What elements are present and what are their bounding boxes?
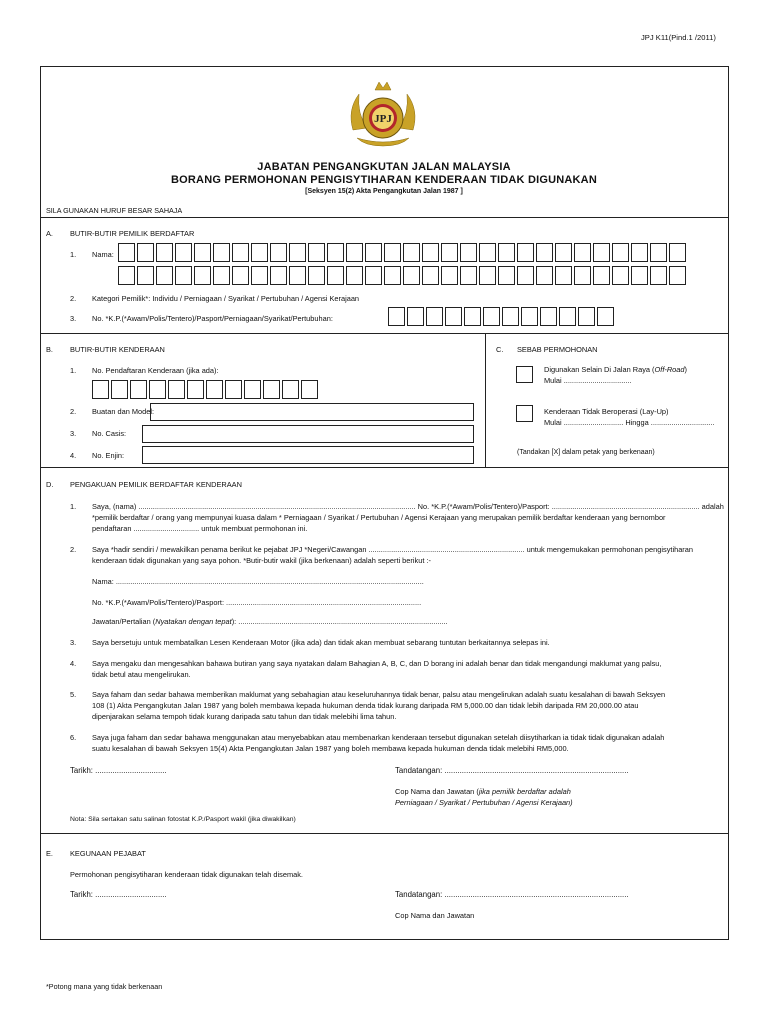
d4-number: 4. bbox=[70, 659, 77, 668]
form-title: BORANG PERMOHONAN PENGISYTIHARAN KENDERAAN TIDAK DIGUNAKAN bbox=[171, 174, 597, 186]
section-b-label: B. bbox=[46, 345, 53, 354]
d1-number: 1. bbox=[70, 502, 77, 511]
lay-up-label: Kenderaan Tidak Beroperasi (Lay-Up) bbox=[544, 407, 669, 416]
d4-line1: Saya mengaku dan mengesahkan bahawa butiran yang saya nyatakan dalam Bahagian A, B, C, dan D borang ini adalah benar dan tidak mengandungi maklumat yang palsu, bbox=[92, 659, 662, 668]
make-model-field[interactable] bbox=[150, 403, 474, 421]
section-e-title: KEGUNAAN PEJABAT bbox=[70, 849, 146, 858]
off-road-start-date: Mulai ................................. bbox=[544, 376, 632, 385]
divider bbox=[40, 217, 729, 218]
d6-number: 6. bbox=[70, 733, 77, 742]
office-date: Tarikh: ................................. bbox=[70, 890, 167, 899]
engine-field[interactable] bbox=[142, 446, 474, 464]
divider bbox=[485, 333, 486, 467]
d2-number: 2. bbox=[70, 545, 77, 554]
declaration-date: Tarikh: ................................. bbox=[70, 766, 167, 775]
section-a-title: BUTIR-BUTIR PEMILIK BERDAFTAR bbox=[70, 229, 195, 238]
d5-line2: 108 (1) Akta Pengangkutan Jalan 1987 yang boleh membawa kepada hukuman denda tidak kurang daripada RM 5,000.00 dan tidak lebih daripada RM 20,000.00 atau bbox=[92, 701, 639, 710]
declaration-stamp: Cop Nama dan Jawatan (jika pemilik berdaftar adalah bbox=[395, 787, 571, 796]
form-code: JPJ K11(Pind.1 /2011) bbox=[641, 33, 716, 42]
b3-number: 3. bbox=[70, 429, 77, 438]
registration-label: No. Pendaftaran Kenderaan (jika ada): bbox=[92, 366, 219, 375]
d1-line2: *pemilik berdaftar / orang yang mempunyai kuasa dalam * Perniagaan / Syarikat / Pertubuhan / Agensi Kerajaan yang merupakan pemilik berdaftar kenderaan yang bernombor bbox=[92, 513, 666, 522]
section-e-label: E. bbox=[46, 849, 53, 858]
off-road-label: Digunakan Selain Di Jalan Raya (Off-Road) bbox=[544, 365, 687, 374]
name-boxes-row1[interactable] bbox=[118, 243, 688, 262]
name-label: Nama: bbox=[92, 250, 114, 259]
a2-number: 2. bbox=[70, 294, 77, 303]
name-boxes-row2[interactable] bbox=[118, 266, 688, 285]
divider bbox=[40, 833, 729, 834]
off-road-checkbox[interactable] bbox=[516, 366, 533, 383]
divider bbox=[40, 467, 729, 468]
engine-label: No. Enjin: bbox=[92, 451, 125, 460]
office-signature: Tandatangan: ..................................................................................... bbox=[395, 890, 629, 899]
section-d-label: D. bbox=[46, 480, 54, 489]
id-number-boxes[interactable] bbox=[388, 307, 616, 326]
b4-number: 4. bbox=[70, 451, 77, 460]
footnote: *Potong mana yang tidak berkenaan bbox=[46, 982, 163, 991]
act-reference: [Seksyen 15(2) Akta Pengangkutan Jalan 1987 ] bbox=[305, 188, 463, 195]
d6-line2: suatu kesalahan di bawah Seksyen 15(4) Akta Pengangkutan Jalan 1987 yang boleh membawa kepada hukuman denda tidak melebihi RM5,000. bbox=[92, 744, 569, 753]
office-stamp: Cop Nama dan Jawatan bbox=[395, 911, 475, 920]
a1-number: 1. bbox=[70, 250, 77, 259]
d6-line1: Saya juga faham dan sedar bahawa menggunakan atau menyebabkan atau membenarkan kenderaan tersebut digunakan setelah diisytiharkan ia tidak tidak digunakan adalah bbox=[92, 733, 665, 742]
instruction-text: SILA GUNAKAN HURUF BESAR SAHAJA bbox=[46, 206, 183, 215]
a3-number: 3. bbox=[70, 314, 77, 323]
chassis-field[interactable] bbox=[142, 425, 474, 443]
d3-line1: Saya bersetuju untuk membatalkan Lesen Kenderaan Motor (jika ada) dan tidak akan membuat sebarang tuntutan berkaitannya selepas ini. bbox=[92, 638, 550, 647]
declaration-signature: Tandatangan: ..................................................................................... bbox=[395, 766, 629, 775]
make-model-label: Buatan dan Model: bbox=[92, 407, 155, 416]
registration-boxes[interactable] bbox=[92, 380, 320, 399]
section-d-title: PENGAKUAN PEMILIK BERDAFTAR KENDERAAN bbox=[70, 480, 242, 489]
logo-text: JPJ bbox=[374, 113, 392, 125]
owner-category-label: Kategori Pemilik*: Individu / Perniagaan / Syarikat / Pertubuhan / Agensi Kerajaan bbox=[92, 294, 360, 303]
lay-up-checkbox[interactable] bbox=[516, 405, 533, 422]
d3-number: 3. bbox=[70, 638, 77, 647]
d4-line2: tidak betul atau mengelirukan. bbox=[92, 670, 191, 679]
d1-line3: pendaftaran ................................ untuk membuat permohonan ini. bbox=[92, 524, 308, 533]
declaration-stamp-line2: Perniagaan / Syarikat / Pertubuhan / Agensi Kerajaan) bbox=[395, 798, 573, 807]
agency-name: JABATAN PENGANGKUTAN JALAN MALAYSIA bbox=[257, 161, 511, 173]
d5-line1: Saya faham dan sedar bahawa memberikan maklumat yang sebahagian atau keseluruhannya tidak benar, palsu atau mengelirukan adalah suatu kesalahan di bawah Seksyen bbox=[92, 690, 666, 699]
section-c-title: SEBAB PERMOHONAN bbox=[517, 345, 598, 354]
section-c-label: C. bbox=[496, 345, 504, 354]
d5-line3: dipenjarakan selama tempoh tidak kurang daripada satu tahun dan tidak melebihi lima tahun. bbox=[92, 712, 397, 721]
representative-position: Jawatan/Pertalian (Nyatakan dengan tepat): ...................................................................................................... bbox=[92, 617, 448, 626]
chassis-label: No. Casis: bbox=[92, 429, 127, 438]
b1-number: 1. bbox=[70, 366, 77, 375]
divider bbox=[40, 333, 729, 334]
section-a-label: A. bbox=[46, 229, 53, 238]
representative-id: No. *K.P.(*Awam/Polis/Tentero)/Pasport: ............................................................................................... bbox=[92, 598, 422, 607]
d2-line2: kenderaan tidak digunakan yang saya pohon. *Butir-butir wakil (jika berkenaan) adalah seperti berikut :- bbox=[92, 556, 431, 565]
d1-line1: Saya, (nama) ....................................................................................................................................... No. *K.P.(*Awam/Polis/Tentero)/Pasport: ........................................................................ adalah bbox=[92, 502, 724, 511]
representative-name: Nama: ...................................................................................................................................................... bbox=[92, 577, 424, 586]
lay-up-dates: Mulai ............................. Hingga ............................... bbox=[544, 418, 715, 427]
checkbox-note: (Tandakan [X] dalam petak yang berkenaan) bbox=[517, 449, 655, 456]
b2-number: 2. bbox=[70, 407, 77, 416]
office-review-text: Permohonan pengisytiharan kenderaan tidak digunakan telah disemak. bbox=[70, 870, 303, 879]
section-b-title: BUTIR-BUTIR KENDERAAN bbox=[70, 345, 165, 354]
d2-line1: Saya *hadir sendiri / mewakilkan penama berikut ke pejabat JPJ *Negeri/Cawangan ............................................................................ untuk mengemukakan permohonan pengisytiharan bbox=[92, 545, 693, 554]
jpj-crest-icon bbox=[345, 80, 421, 152]
d5-number: 5. bbox=[70, 690, 77, 699]
representative-note: Nota: Sila sertakan satu salinan fotostat K.P./Pasport wakil (jika diwakilkan) bbox=[70, 816, 296, 823]
id-number-label: No. *K.P.(*Awam/Polis/Tentero)/Pasport/Perniagaan/Syarikat/Pertubuhan: bbox=[92, 314, 333, 323]
